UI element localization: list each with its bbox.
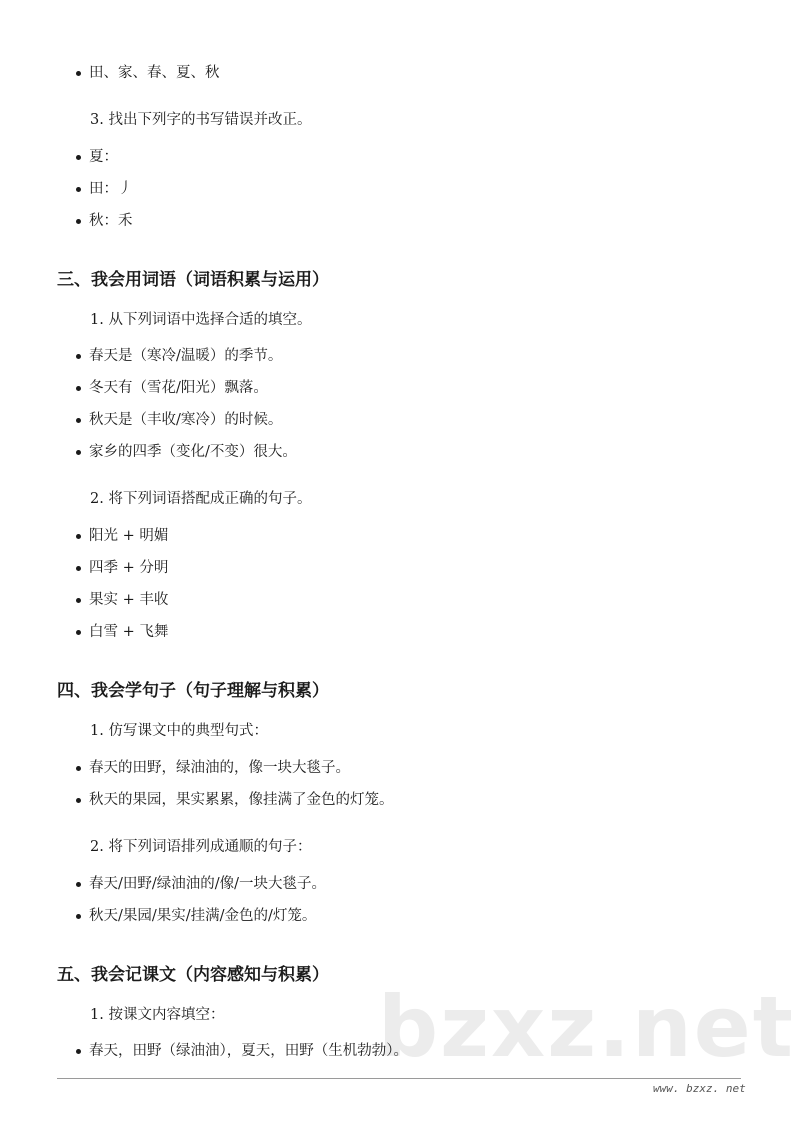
list-item: 春天是（寒冷/温暖）的季节。 xyxy=(76,346,282,366)
list-item: 秋天的果园，果实累累，像挂满了金色的灯笼。 xyxy=(76,790,394,810)
list-item: 春天/田野/绿油油的/像/一块大毯子。 xyxy=(76,874,326,894)
list-item: 秋天/果园/果实/挂满/金色的/灯笼。 xyxy=(76,906,316,926)
list-item: 家乡的四季（变化/不变）很大。 xyxy=(76,442,297,462)
section-heading-4: 四、我会学句子（句子理解与积累） xyxy=(57,681,329,701)
section-heading-5: 五、我会记课文（内容感知与积累） xyxy=(57,965,329,985)
list-item: 四季 + 分明 xyxy=(76,558,168,578)
footer-divider xyxy=(57,1078,741,1079)
question-2: 2. 将下列词语排列成通顺的句子： xyxy=(90,839,312,855)
list-item: 春天，田野（绿油油），夏天，田野（生机勃勃）。 xyxy=(76,1041,408,1061)
question-1: 1. 按课文内容填空： xyxy=(90,1007,225,1023)
list-item: 冬天有（雪花/阳光）飘落。 xyxy=(76,378,268,398)
section-heading-3: 三、我会用词语（词语积累与运用） xyxy=(57,270,329,290)
question-1: 1. 从下列词语中选择合适的填空。 xyxy=(90,312,312,328)
list-item: 田：丿 xyxy=(76,179,133,199)
list-item: 白雪 + 飞舞 xyxy=(76,622,168,642)
question-3: 3. 找出下列字的书写错误并改正。 xyxy=(90,112,312,128)
list-item: 阳光 + 明媚 xyxy=(76,526,168,546)
list-item: 春天的田野，绿油油的，像一块大毯子。 xyxy=(76,758,350,778)
list-item: 果实 + 丰收 xyxy=(76,590,168,610)
list-item: 夏： xyxy=(76,147,118,167)
question-1: 1. 仿写课文中的典型句式： xyxy=(90,723,268,739)
watermark: bzxz.net xyxy=(378,978,795,1076)
list-item: 秋：禾 xyxy=(76,211,133,231)
question-2: 2. 将下列词语搭配成正确的句子。 xyxy=(90,491,312,507)
list-item: 秋天是（丰收/寒冷）的时候。 xyxy=(76,410,282,430)
footer-url: www. bzxz. net xyxy=(653,1082,746,1095)
list-item: 田、家、春、夏、秋 xyxy=(76,63,220,83)
